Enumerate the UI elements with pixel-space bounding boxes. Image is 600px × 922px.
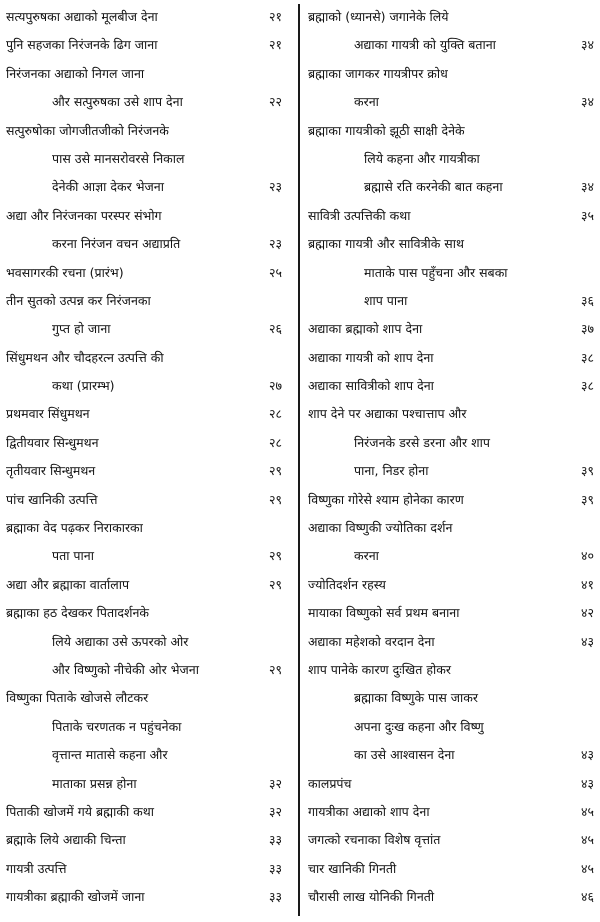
toc-entry-line	[308, 542, 596, 570]
toc-entry-line	[6, 713, 292, 741]
toc-page-number: २९	[268, 463, 282, 479]
toc-left-column	[6, 3, 292, 912]
toc-entry-line	[6, 826, 292, 854]
toc-entry-line	[308, 684, 596, 712]
toc-page-number: २७	[268, 378, 282, 394]
toc-entry-text: लिये अद्याका उसे ऊपरको ओर	[52, 633, 189, 649]
toc-page-number: २१	[268, 9, 282, 24]
toc-entry-text: पास उसे मानसरोवरसे निकाल	[52, 150, 185, 166]
toc-entry-line	[6, 684, 292, 712]
toc-page-number: २३	[268, 236, 282, 252]
toc-entry-line	[6, 259, 292, 287]
toc-entry-line	[308, 173, 596, 201]
toc-entry-line	[6, 3, 292, 31]
toc-entry-line	[6, 599, 292, 627]
toc-entry-line	[6, 741, 292, 769]
toc-entry-text: मायाका विष्णुको सर्व प्रथम बनाना	[308, 605, 460, 621]
toc-entry-text: पुनि सहजका निरंजनके ढिग जाना	[6, 37, 158, 53]
toc-entry-text: सत्पुरुषोका जोगजीतजीको निरंजनके	[6, 122, 169, 138]
toc-entry-line	[6, 486, 292, 514]
toc-entry-text: लिये कहना और गायत्रीका	[364, 150, 480, 166]
toc-entry-line	[308, 770, 596, 798]
toc-page-number: २६	[268, 321, 282, 337]
toc-entry-text: करना निरंजन वचन अद्याप्रति	[52, 236, 181, 252]
toc-entry-line	[308, 798, 596, 826]
toc-entry-line	[6, 855, 292, 883]
toc-entry-line	[308, 344, 596, 372]
toc-entry-line	[308, 855, 596, 883]
toc-entry-text: विष्णुका गोरेसे श्याम होनेका कारण	[308, 491, 464, 507]
toc-entry-text: अद्याका सावित्रीको शाप देना	[308, 378, 434, 394]
toc-page-number: २१	[268, 37, 282, 53]
column-divider	[298, 4, 300, 916]
toc-entry-text: कालप्रपंच	[308, 775, 352, 791]
toc-entry-line	[6, 315, 292, 343]
toc-entry-line	[308, 230, 596, 258]
toc-entry-text: गायत्रीका अद्याको शाप देना	[308, 803, 430, 819]
toc-entry-text: प्रथमवार सिंधुमथन	[6, 406, 90, 422]
toc-entry-text: चौरासी लाख योनिकी गिनती	[308, 889, 435, 905]
toc-entry-text: तृतीयवार सिन्धुमथन	[6, 463, 96, 479]
toc-entry-text: पाना, निडर होना	[354, 463, 429, 479]
toc-entry-line	[308, 514, 596, 542]
toc-entry-line	[6, 230, 292, 258]
toc-entry-line	[308, 400, 596, 428]
toc-page-number: ३९	[580, 463, 594, 479]
toc-entry-text: ब्रह्माका वेद पढ़कर निराकारका	[6, 520, 143, 536]
toc-entry-text: ब्रह्माको (ध्यानसे) जगानेके लिये	[308, 9, 449, 24]
toc-entry-line	[6, 202, 292, 230]
toc-entry-line	[308, 883, 596, 911]
toc-entry-line	[308, 315, 596, 343]
toc-entry-text: पिताके चरणतक न पहुंचनेका	[52, 718, 182, 734]
toc-entry-text: करना	[354, 548, 379, 564]
toc-entry-text: पता पाना	[52, 548, 94, 564]
toc-entry-text: सावित्री उत्पत्तिकी कथा	[308, 207, 411, 223]
toc-entry-text: अद्याका गायत्री को युक्ति बताना	[354, 37, 496, 53]
toc-entry-text: ब्रह्माका विष्णुके पास जाकर	[354, 690, 479, 706]
toc-entry-line	[6, 542, 292, 570]
toc-entry-line	[6, 656, 292, 684]
toc-entry-line	[6, 571, 292, 599]
toc-entry-line	[308, 60, 596, 88]
toc-entry-line	[6, 173, 292, 201]
toc-entry-text: निरंजनका अद्याको निगल जाना	[6, 65, 145, 81]
toc-entry-line	[6, 457, 292, 485]
toc-entry-line	[6, 145, 292, 173]
toc-entry-line	[6, 770, 292, 798]
toc-entry-text: शाप पानेके कारण दुःखित होकर	[308, 661, 451, 677]
toc-entry-text: ब्रह्मासे रति करनेकी बात कहना	[364, 179, 503, 195]
toc-entry-line	[6, 514, 292, 542]
toc-page-number: ३४	[580, 94, 594, 110]
toc-page-number: २८	[268, 434, 282, 450]
toc-page-number: ४३	[580, 633, 594, 649]
toc-entry-line	[308, 259, 596, 287]
toc-entry-text: गायत्रीका ब्रह्माकी खोजमें जाना	[6, 889, 145, 905]
toc-page-number: ३४	[580, 179, 594, 195]
toc-entry-text: सत्यपुरुषका अद्याको मूलबीज देना	[6, 9, 158, 24]
toc-page-number: २९	[268, 661, 282, 677]
toc-page-number: ३३	[268, 860, 282, 876]
toc-entry-line	[308, 287, 596, 315]
toc-page-number: २८	[268, 406, 282, 422]
toc-entry-line	[308, 486, 596, 514]
toc-right-column	[308, 3, 596, 912]
toc-entry-text: ब्रह्माका गायत्रीको झूठी साक्षी देनेके	[308, 122, 465, 138]
toc-entry-text: ज्योतिदर्शन रहस्य	[308, 576, 386, 592]
toc-entry-text: का उसे आश्वासन देना	[354, 747, 455, 763]
toc-entry-text: गुप्त हो जाना	[52, 321, 111, 337]
toc-entry-text: माताके पास पहुँचना और सबका	[364, 264, 508, 280]
toc-entry-text: जगत्को रचनाका विशेष वृत्तांत	[308, 832, 441, 848]
toc-entry-line	[308, 599, 596, 627]
toc-entry-line	[6, 429, 292, 457]
toc-page-number: ४०	[580, 548, 594, 564]
toc-entry-text: तीन सुतको उत्पन्न कर निरंजनका	[6, 292, 151, 308]
toc-page-number: ३६	[580, 292, 594, 308]
toc-page-number: २५	[268, 264, 282, 280]
toc-entry-line	[6, 117, 292, 145]
toc-page-number: ४५	[580, 860, 594, 876]
toc-entry-line	[6, 60, 292, 88]
toc-page-number: ३८	[580, 349, 594, 365]
toc-entry-line	[308, 372, 596, 400]
toc-entry-line	[308, 3, 596, 31]
toc-entry-line	[308, 457, 596, 485]
toc-entry-line	[6, 798, 292, 826]
toc-entry-line	[308, 429, 596, 457]
toc-entry-line	[308, 741, 596, 769]
toc-entry-text: वृत्तान्त मातासे कहना और	[52, 747, 168, 763]
toc-entry-line	[6, 88, 292, 116]
toc-page-number: २३	[268, 179, 282, 195]
toc-page-number: ४१	[580, 576, 594, 592]
toc-page-number: ३७	[580, 321, 594, 337]
toc-entry-text: ब्रह्माका हठ देखकर पितादर्शनके	[6, 605, 149, 621]
toc-entry-text: और सत्पुरुषका उसे शाप देना	[52, 94, 183, 110]
toc-entry-line	[308, 628, 596, 656]
toc-entry-text: अद्याका महेशको वरदान देना	[308, 633, 435, 649]
toc-page-number: ३३	[268, 889, 282, 905]
toc-entry-text: अद्याका ब्रह्माको शाप देना	[308, 321, 423, 337]
toc-entry-text: शाप देने पर अद्याका पश्चात्ताप और	[308, 406, 467, 422]
toc-page-number: ४६	[580, 889, 594, 905]
toc-entry-text: अद्या और ब्रह्माका वार्तालाप	[6, 576, 130, 592]
toc-entry-line	[6, 344, 292, 372]
toc-entry-line	[308, 713, 596, 741]
toc-entry-text: भवसागरकी रचना (प्रारंभ)	[6, 264, 124, 280]
toc-entry-line	[6, 287, 292, 315]
toc-page-number: ३२	[268, 803, 282, 819]
toc-page-number: ४२	[580, 605, 594, 621]
toc-entry-text: ब्रह्माका गायत्री और सावित्रीके साथ	[308, 236, 464, 252]
toc-page-number: ४५	[580, 832, 594, 848]
toc-entry-line	[6, 883, 292, 911]
toc-entry-line	[308, 571, 596, 599]
toc-entry-line	[308, 145, 596, 173]
toc-entry-text: माताका प्रसन्न होना	[52, 775, 137, 791]
toc-page-number: ३९	[580, 491, 594, 507]
toc-entry-line	[6, 31, 292, 59]
toc-entry-line	[308, 656, 596, 684]
toc-page-number: ३५	[580, 207, 594, 223]
toc-entry-text: अपना दुःख कहना और विष्णु	[354, 718, 484, 734]
toc-entry-text: अद्याका गायत्री को शाप देना	[308, 349, 434, 365]
toc-page-number: ४३	[580, 747, 594, 763]
toc-page-number: ४३	[580, 775, 594, 791]
toc-page-number: ३४	[580, 37, 594, 53]
toc-entry-text: विष्णुका पिताके खोजसे लौटकर	[6, 690, 149, 706]
toc-entry-text: सिंधुमथन और चौदहरत्न उत्पत्ति की	[6, 349, 164, 365]
toc-entry-line	[308, 88, 596, 116]
toc-page-number: २२	[268, 94, 282, 110]
toc-entry-text: देनेकी आज्ञा देकर भेजना	[52, 179, 164, 195]
toc-page-number: ३८	[580, 378, 594, 394]
toc-entry-text: शाप पाना	[364, 292, 408, 308]
toc-entry-line	[308, 202, 596, 230]
toc-entry-text: और विष्णुको नीचेकी ओर भेजना	[52, 661, 199, 677]
toc-entry-text: कथा (प्रारम्भ)	[52, 378, 115, 394]
toc-page-number: २९	[268, 576, 282, 592]
toc-entry-text: ब्रह्माका जागकर गायत्रीपर क्रोध	[308, 65, 448, 81]
toc-entry-line	[6, 400, 292, 428]
toc-entry-line	[6, 372, 292, 400]
toc-entry-text: अद्याका विष्णुकी ज्योतिका दर्शन	[308, 520, 453, 536]
toc-page-number: २९	[268, 548, 282, 564]
toc-entry-text: करना	[354, 94, 379, 110]
toc-entry-text: ब्रह्माके लिये अद्याकी चिन्ता	[6, 832, 126, 848]
toc-entry-line	[308, 826, 596, 854]
toc-entry-text: गायत्री उत्पत्ति	[6, 860, 67, 876]
toc-entry-text: चार खानिकी गिनती	[308, 860, 397, 876]
toc-page-number: ३२	[268, 775, 282, 791]
toc-entry-line	[308, 31, 596, 59]
toc-entry-line	[308, 117, 596, 145]
toc-entry-text: पांच खानिकी उत्पत्ति	[6, 491, 98, 507]
toc-page-number: २९	[268, 491, 282, 507]
toc-entry-line	[6, 628, 292, 656]
toc-entry-text: निरंजनके डरसे डरना और शाप	[354, 434, 490, 450]
toc-entry-text: पिताकी खोजमें गये ब्रह्माकी कथा	[6, 803, 154, 819]
toc-entry-text: अद्या और निरंजनका परस्पर संभोग	[6, 207, 162, 223]
toc-entry-text: द्वितीयवार सिन्धुमथन	[6, 434, 99, 450]
toc-page-number: ३३	[268, 832, 282, 848]
toc-page-number: ४५	[580, 803, 594, 819]
